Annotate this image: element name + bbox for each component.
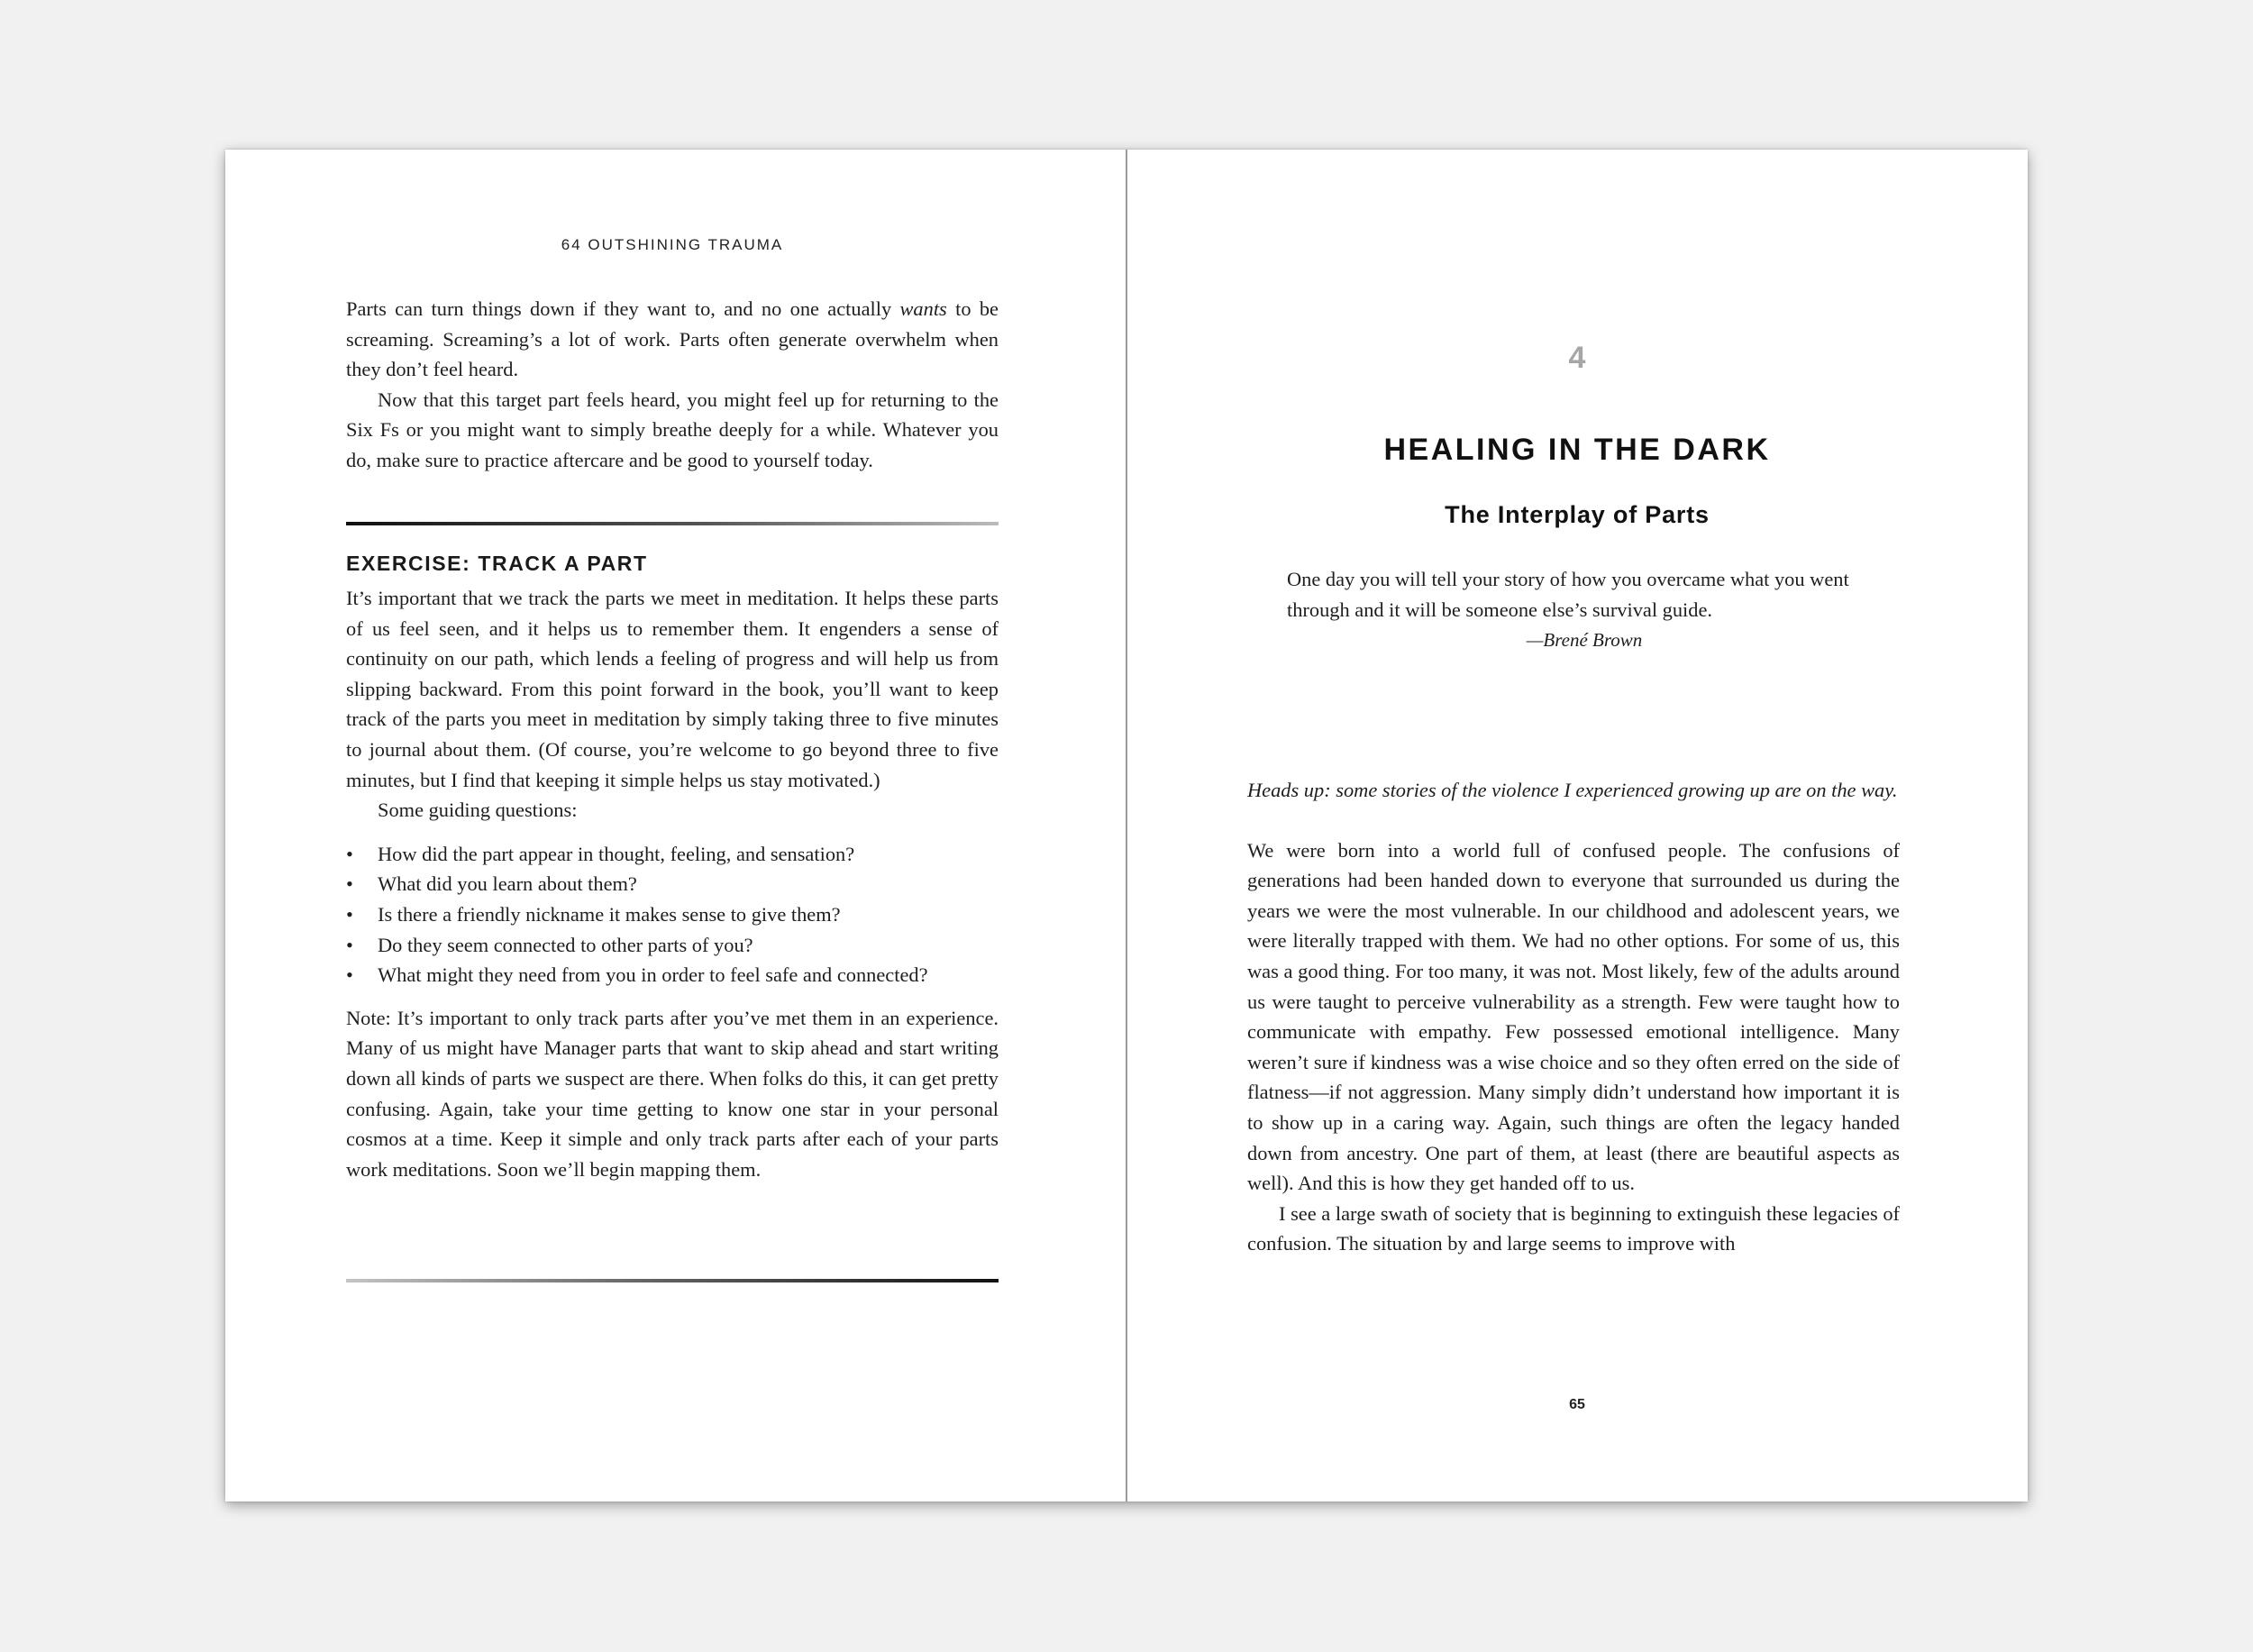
chapter-number: 4 — [1568, 341, 1586, 375]
bullet-icon: • — [346, 872, 353, 896]
epigraph — [1287, 564, 1882, 652]
exercise-title: EXERCISE: TRACK A PART — [346, 552, 648, 575]
guiding-questions-list — [346, 839, 999, 990]
heads-up-note: Heads up: some stories of the violence I experienced growing up are on the way. — [1247, 779, 1898, 801]
bullet-icon: • — [346, 933, 353, 956]
bullet-icon: • — [346, 963, 353, 987]
list-item: • What might they need from you in order to feel safe and connected? — [346, 960, 999, 990]
emphasis-wants: wants — [899, 297, 947, 320]
note-paragraph: Note: It’s important to only track parts after you’ve met them in an experience. Many of us might have Manager parts that want to skip ahead and start writing down all kinds of parts we suspect are there. When folks do this, it can get pretty confusing. Again, take your time getting to know one star in your personal cosmos at a time. Keep it simple and only track parts after each of your parts work meditations. Soon we’ll begin mapping them. — [346, 1006, 999, 1181]
bullet-icon: • — [346, 902, 353, 926]
epigraph-attribution: —Brené Brown — [1526, 629, 1643, 652]
chapter-subtitle: The Interplay of Parts — [1445, 501, 1710, 528]
paragraph-overwhelm: Parts can turn things down if they want to, and no one actually wants to be screaming. Screaming’s a lot of work. Parts often generate overwhelm when they don’t feel heard. — [346, 297, 999, 381]
book-spread — [225, 150, 2028, 1501]
list-item: • Is there a friendly nickname it makes sense to give them? — [346, 899, 999, 930]
page-number: 65 — [1569, 1397, 1585, 1412]
exercise-top-rule — [346, 522, 999, 525]
exercise-bottom-rule — [346, 1279, 999, 1282]
body-paragraph: We were born into a world full of confused people. The confusions of generations had been handed down to everyone that surrounded us during the years we were the most vulnerable. In our childhood and adolescent years, we were literally trapped with them. We had no other options. For some of us, this was a good thing. For too many, it was not. Most likely, few of the adults around us were taught to perceive vulnerability as a strength. Few were taught how to communicate with empathy. Few possessed emotional intelligence. Many weren’t sure if kindness was a wise choice and so they often erred on the side of flatness—if not aggression. Many simply didn’t understand how important it is to show up in a caring way. Again, such things are often the legacy handed down from ancestry. One part of them, at least (there are beautiful aspects as well). And this is how they get handed off to us. — [1247, 838, 1900, 1195]
chapter-body — [1247, 775, 1900, 1259]
running-head: 64 OUTSHINING TRAUMA — [561, 236, 784, 253]
left-page — [225, 150, 1126, 1501]
list-item: • How did the part appear in thought, feeling, and sensation? — [346, 839, 999, 870]
bullet-icon: • — [346, 842, 353, 865]
list-item: • Do they seem connected to other parts of you? — [346, 930, 999, 961]
paragraph-target-part: Now that this target part feels heard, you might feel up for returning to the Six Fs or you might want to simply breathe deeply for a while. Whatever you do, make sure to practice aftercare and be good to yourself today. — [346, 388, 999, 471]
exercise-box — [346, 552, 999, 1184]
epigraph-quote: One day you will tell your story of how you overcame what you went through and it will be someone else’s survival guide. — [1287, 568, 1849, 621]
body-paragraph: I see a large swath of society that is beginning to extinguish these legacies of confusion. The situation by and large seems to improve with — [1247, 1201, 1900, 1255]
guiding-questions-intro: Some guiding questions: — [378, 799, 578, 822]
chapter-title: HEALING IN THE DARK — [1383, 433, 1771, 467]
intro-text — [346, 294, 999, 476]
list-item: • What did you learn about them? — [346, 869, 999, 899]
exercise-paragraph: It’s important that we track the parts we meet in meditation. It helps these parts of us feel seen, and it helps us to remember them. It engenders a sense of continuity on our path, which lends a feeling of progress and will help us from slipping backward. From this point forward in the book, you’ll want to keep track of the parts you meet in meditation by simply taking three to five minutes to journal about them. (Of course, you’re welcome to go beyond three to five minutes, but I find that keeping it simple helps us stay motivated.) — [346, 587, 999, 791]
right-page — [1126, 150, 2028, 1501]
